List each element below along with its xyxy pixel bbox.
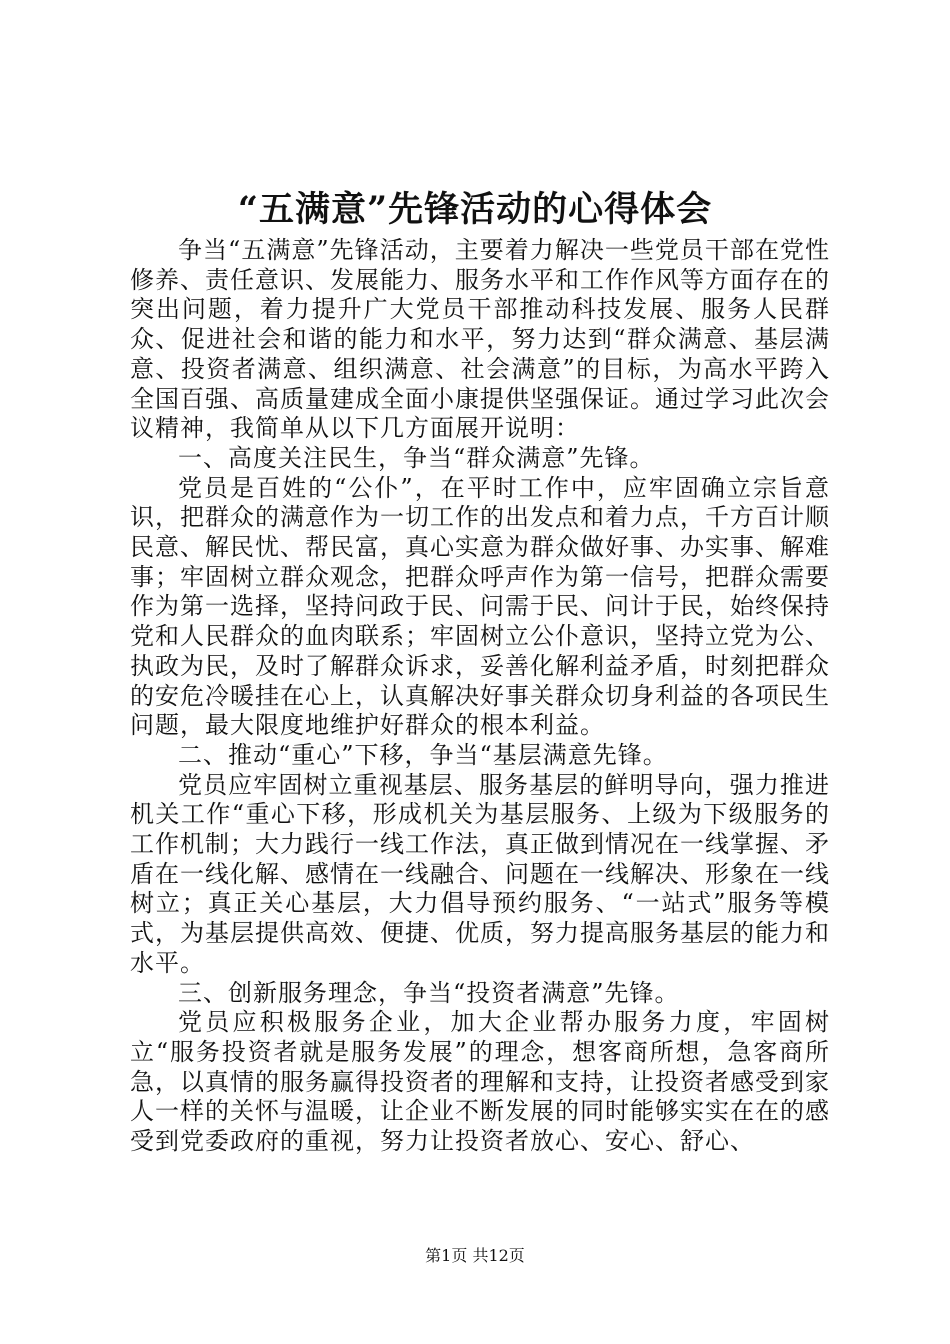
- page-footer: 第1页 共12页: [425, 1246, 525, 1265]
- paragraph-section-3: 党员应积极服务企业，加大企业帮办服务力度，牢固树立“服务投资者就是服务发展”的理念，想客商所想，急客商所急，以真情的服务赢得投资者的理解和支持，让投资者感受到家人一样的关怀与温暖，让企业不断发展的同时能够实实在在的感受到党委政府的重视，努力让投资者放心、安心、舒心、: [130, 1008, 830, 1156]
- document-title: “五满意”先锋活动的心得体会: [237, 189, 713, 230]
- paragraph-section-2: 党员应牢固树立重视基层、服务基层的鲜明导向，强力推进机关工作“重心下移，形成机关为基层服务、上级为下级服务的工作机制；大力践行一线工作法，真正做到情况在一线掌握、矛盾在一线化解、感情在一线融合、问题在一线解决、形象在一线树立；真正关心基层，大力倡导预约服务、“一站式”服务等模式，为基层提供高效、便捷、优质，努力提高服务基层的能力和水平。: [130, 770, 830, 977]
- section-heading-2: 二、推动“重心”下移，争当“基层满意先锋。: [178, 740, 668, 769]
- section-heading-1: 一、高度关注民生，争当“群众满意”先锋。: [178, 443, 655, 472]
- section-heading-3: 三、创新服务理念，争当“投资者满意”先锋。: [178, 978, 680, 1007]
- paragraph-intro: 争当“五满意”先锋活动，主要着力解决一些党员干部在党性修养、责任意识、发展能力、服务水平和工作作风等方面存在的突出问题，着力提升广大党员干部推动科技发展、服务人民群众、促进社会和谐的能力和水平，努力达到“群众满意、基层满意、投资者满意、组织满意、社会满意”的目标，为高水平跨入全国百强、高质量建成全面小康提供坚强保证。通过学习此次会议精神，我简单从以下几方面展开说明：: [130, 236, 830, 443]
- paragraph-section-1: 党员是百姓的“公仆”，在平时工作中，应牢固确立宗旨意识，把群众的满意作为一切工作的出发点和着力点，千方百计顺民意、解民忧、帮民富，真心实意为群众做好事、办实事、解难事；牢固树立群众观念，把群众呼声作为第一信号，把群众需要作为第一选择，坚持问政于民、问需于民、问计于民，始终保持党和人民群众的血肉联系；牢固树立公仆意识，坚持立党为公、执政为民，及时了解群众诉求，妥善化解利益矛盾，时刻把群众的安危冷暖挂在心上，认真解决好事关群众切身利益的各项民生问题，最大限度地维护好群众的根本利益。: [130, 473, 830, 740]
- document-body: [130, 236, 830, 1157]
